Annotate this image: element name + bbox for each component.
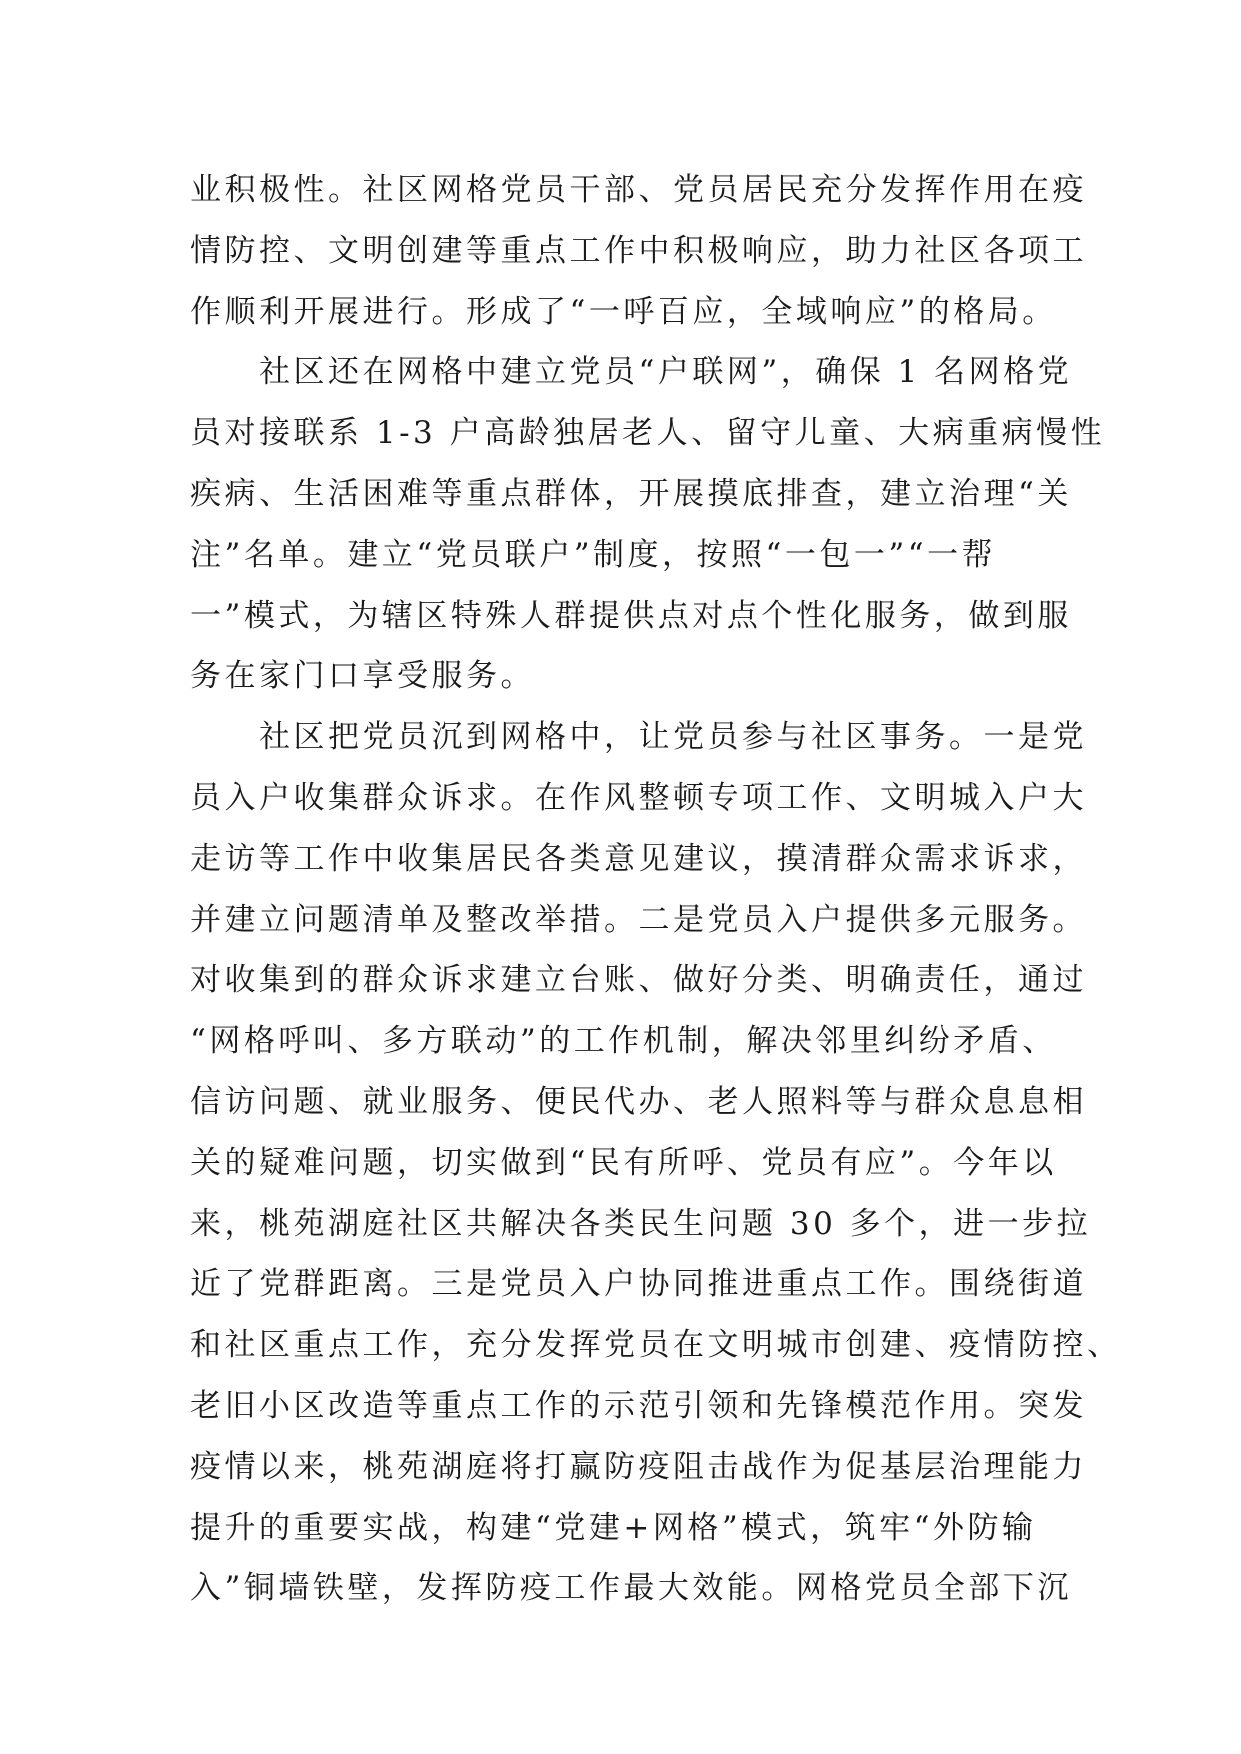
text-line: 对收集到的群众诉求建立台账、做好分类、明确责任，通过 bbox=[190, 962, 1087, 999]
text-line: 入”铜墙铁壁，发挥防疫工作最大效能。网格党员全部下沉 bbox=[190, 1570, 1072, 1607]
text-line: 作顺利开展进行。形成了“一呼百应，全域响应”的格局。 bbox=[190, 293, 1057, 330]
text-line: 关的疑难问题，切实做到“民有所呼、党员有应”。今年以 bbox=[190, 1144, 1057, 1181]
text-line: 注”名单。建立“党员联户”制度，按照“一包一”“一帮 bbox=[190, 536, 997, 573]
text-line: 老旧小区改造等重点工作的示范引领和先锋模范作用。突发 bbox=[190, 1387, 1087, 1424]
text-line: 情防控、文明创建等重点工作中积极响应，助力社区各项工 bbox=[190, 232, 1087, 269]
text-line: “网格呼叫、多方联动”的工作机制，解决邻里纠纷矛盾、 bbox=[190, 1023, 1057, 1060]
text-line: 走访等工作中收集居民各类意见建议，摸清群众需求诉求， bbox=[190, 840, 1087, 877]
text-line: 近了党群距离。三是党员入户协同推进重点工作。围绕街道 bbox=[190, 1266, 1087, 1303]
text-line: 并建立问题清单及整改举措。二是党员入户提供多元服务。 bbox=[190, 901, 1087, 938]
text-line: 和社区重点工作，充分发挥党员在文明城市创建、疫情防控、 bbox=[190, 1327, 1122, 1364]
text-line: 来，桃苑湖庭社区共解决各类民生问题 30 多个，进一步拉 bbox=[190, 1205, 1092, 1242]
text-line: 疫情以来，桃苑湖庭将打赢防疫阻击战作为促基层治理能力 bbox=[190, 1448, 1087, 1485]
text-line: 提升的重要实战，构建“党建+网格”模式，筑牢“外防输 bbox=[190, 1509, 1037, 1546]
text-line: 务在家门口享受服务。 bbox=[190, 658, 535, 695]
text-line: 一”模式，为辖区特殊人群提供点对点个性化服务，做到服 bbox=[190, 597, 1072, 634]
text-line: 业积极性。社区网格党员干部、党员居民充分发挥作用在疫 bbox=[190, 172, 1087, 208]
text-line: 社区把党员沉到网格中，让党员参与社区事务。一是党 bbox=[190, 719, 1087, 756]
text-line: 疾病、生活困难等重点群体，开展摸底排查，建立治理“关 bbox=[190, 475, 1072, 512]
body-text bbox=[190, 160, 1122, 1619]
text-line: 员入户收集群众诉求。在作风整顿专项工作、文明城入户大 bbox=[190, 779, 1087, 816]
text-line: 员对接联系 1-3 户高龄独居老人、留守儿童、大病重病慢性 bbox=[190, 415, 1106, 452]
text-line: 信访问题、就业服务、便民代办、老人照料等与群众息息相 bbox=[190, 1083, 1087, 1120]
text-line: 社区还在网格中建立党员“户联网”，确保 1 名网格党 bbox=[190, 354, 1073, 391]
